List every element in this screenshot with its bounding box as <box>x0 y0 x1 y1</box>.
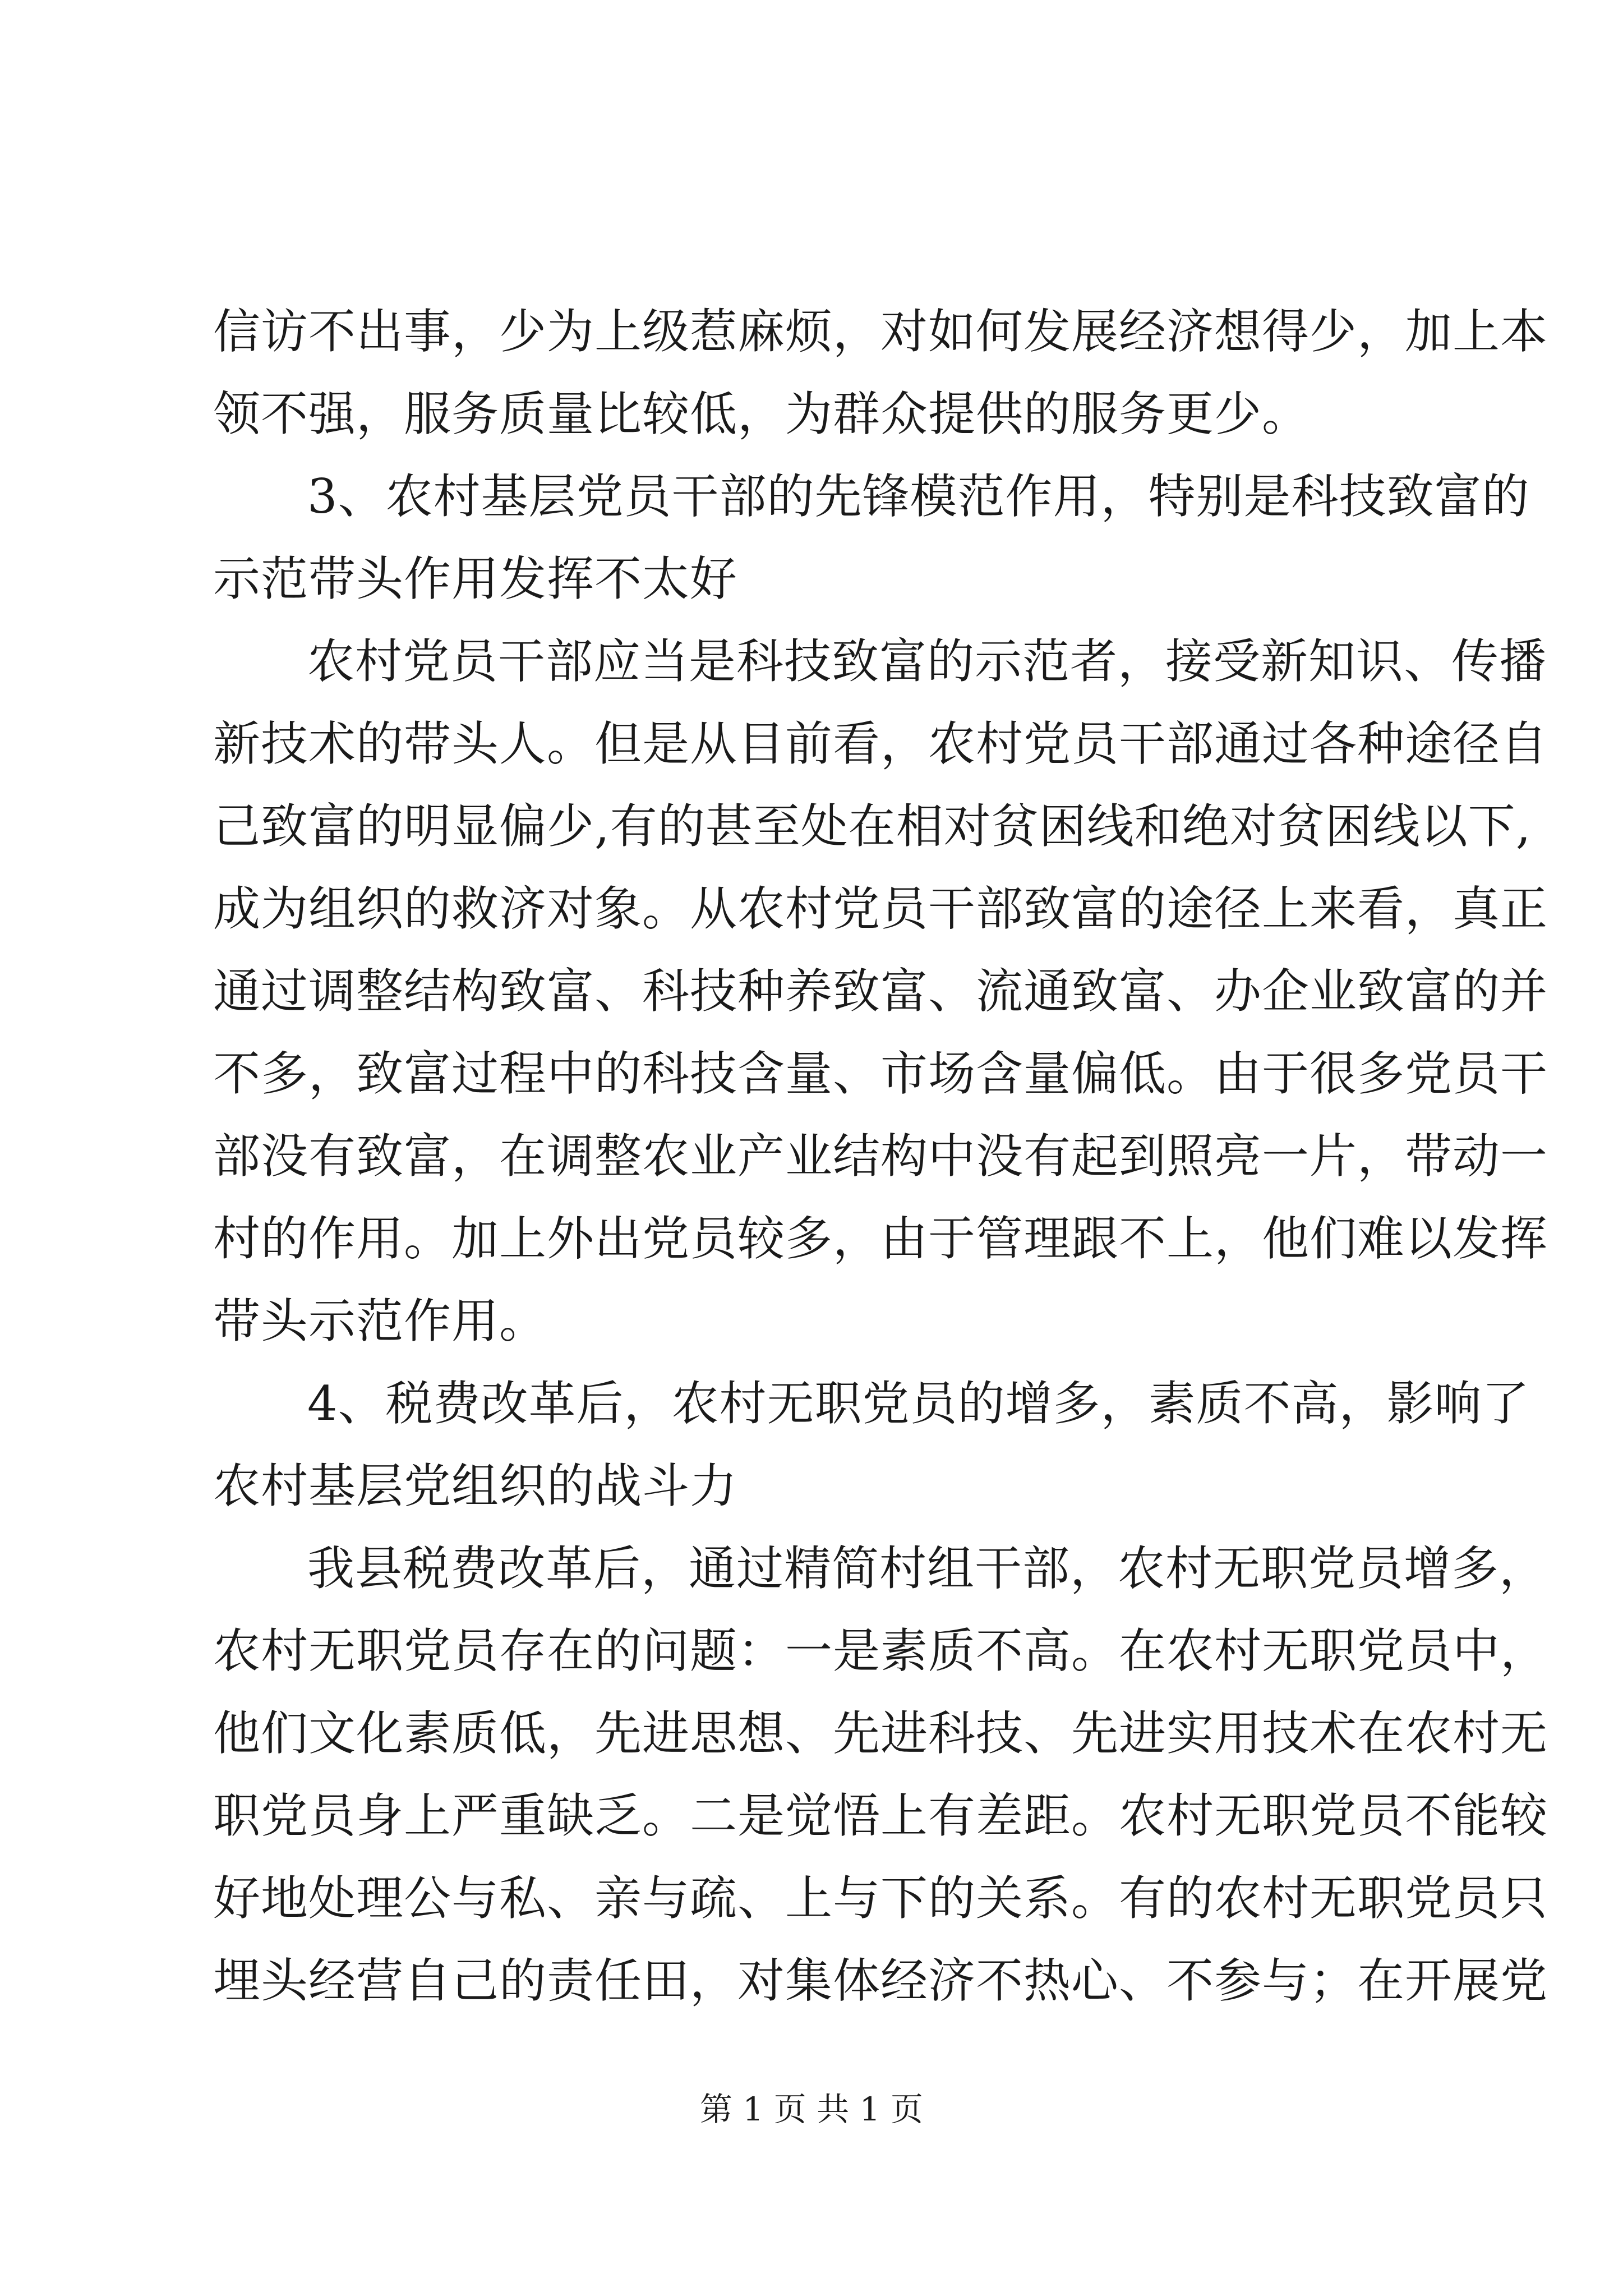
body-line: 带头示范作用。 <box>213 1294 547 1349</box>
section-heading-3-cont: 示范带头作用发挥不太好 <box>213 551 738 606</box>
body-line: 农村无职党员存在的问题：一是素质不高。在农村无职党员中， <box>213 1623 1548 1678</box>
paragraph-start: 我县税费改革后，通过精简村组干部，农村无职党员增多， <box>307 1541 1547 1596</box>
section-heading-4: 4、税费改革后，农村无职党员的增多，素质不高，影响了 <box>307 1376 1530 1431</box>
section-heading-3: 3、农村基层党员干部的先锋模范作用，特别是科技致富的 <box>307 469 1530 524</box>
paragraph-start: 农村党员干部应当是科技致富的示范者，接受新知识、传播 <box>307 634 1547 689</box>
body-line: 成为组织的救济对象。从农村党员干部致富的途径上来看，真正 <box>213 881 1548 936</box>
body-line: 领不强，服务质量比较低，为群众提供的服务更少。 <box>213 386 1310 441</box>
body-line: 通过调整结构致富、科技种养致富、流通致富、办企业致富的并 <box>213 964 1548 1019</box>
document-body <box>213 291 1548 2022</box>
body-line: 埋头经营自己的责任田，对集体经济不热心、不参与；在开展党 <box>213 1953 1548 2008</box>
section-heading-4-cont: 农村基层党组织的战斗力 <box>213 1458 738 1513</box>
body-line: 职党员身上严重缺乏。二是觉悟上有差距。农村无职党员不能较 <box>213 1788 1548 1843</box>
body-line: 村的作用。加上外出党员较多，由于管理跟不上，他们难以发挥 <box>213 1211 1548 1266</box>
body-line: 部没有致富，在调整农业产业结构中没有起到照亮一片，带动一 <box>213 1129 1548 1184</box>
body-line: 新技术的带头人。但是从目前看，农村党员干部通过各种途径自 <box>213 716 1548 771</box>
body-line: 信访不出事，少为上级惹麻烦，对如何发展经济想得少，加上本 <box>213 304 1548 359</box>
body-line: 己致富的明显偏少,有的甚至处在相对贫困线和绝对贫困线以下, <box>213 799 1532 854</box>
body-line: 他们文化素质低，先进思想、先进科技、先进实用技术在农村无 <box>213 1706 1548 1761</box>
body-line: 好地处理公与私、亲与疏、上与下的关系。有的农村无职党员只 <box>213 1871 1548 1926</box>
page-number-footer: 第 1 页 共 1 页 <box>700 2090 923 2128</box>
body-line: 不多，致富过程中的科技含量、市场含量偏低。由于很多党员干 <box>213 1046 1548 1101</box>
